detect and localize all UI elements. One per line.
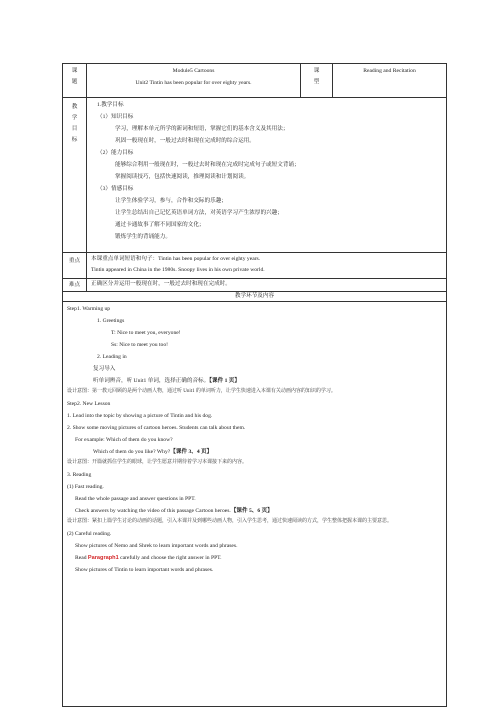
process-title: 教学环节及内容	[63, 292, 447, 302]
design-intent-note	[67, 518, 442, 526]
process-line-text: Ss: Nice to meet you too!	[111, 342, 169, 348]
process-line	[67, 363, 442, 375]
type-label-2: 型	[313, 79, 320, 85]
process-line	[67, 505, 442, 517]
process-line-text: Show pictures of Nemo and Shrek to learn important words and phrases.	[75, 543, 238, 549]
objective-line: （3）情感目标	[97, 186, 134, 192]
lesson-plan-table	[62, 63, 447, 707]
objectives-row	[63, 98, 447, 253]
process-line-text: 设计意图：紧扣上篇学生讨论的动画的话题，引入本课并及到哪些动画人物，引入学生思考，通过快速阅读的方式，学生整体把握本课的主要意思。	[67, 519, 393, 524]
process-line-text: (1) Fast reading.	[67, 484, 104, 490]
process-line-text: 设计意图：第一教元回顾的是两个动画人物，通过听 Unit1 的单词听力，让学生快速进入本课有关动画内容的知识的学习。	[67, 389, 336, 394]
difficulties-text: 正确区分并运用一般现在时，一般过去时和现在完成时。	[91, 281, 231, 287]
objectives-label-1: 教	[71, 104, 78, 110]
courseware-page-tag: 【课件 1 页】	[209, 378, 240, 384]
process-line-text: 1. Greetings	[97, 318, 125, 324]
key-points-label: 重点	[63, 253, 87, 279]
process-line-text: Show pictures of Tintin to learn important words and phrases.	[75, 567, 214, 573]
process-line-text: Read	[75, 555, 87, 561]
process-line	[67, 481, 442, 493]
key-point-line: Tintin appeared in China in the 1980s. Snoopy lives in his own private world.	[91, 267, 265, 273]
highlighted-paragraph-label: Paragraph1	[87, 555, 119, 561]
process-line	[67, 410, 442, 422]
objective-line: 让学生总结出自己记忆英语单词方法，对英语学习产生浓厚的兴趣；	[115, 210, 283, 216]
process-row	[63, 302, 447, 707]
process-line	[67, 339, 442, 351]
process-title-row	[63, 292, 447, 302]
objective-line: 掌握阅读技巧，包括快速阅读，推理阅读和计划阅读。	[115, 174, 250, 180]
objectives-label-2: 学	[71, 115, 78, 121]
objective-line: 让学生体验学习，参与，合作和交际的乐趣；	[115, 198, 227, 204]
process-line	[67, 398, 442, 410]
key-point-line: 本课重点单词短语和句子：Tintin has been popular for over eighty years.	[91, 256, 261, 262]
process-line-text-after: carefully and choose the right answer in PPT.	[118, 555, 222, 561]
process-line-text: 1. Lead into the topic by showing a picture of Tintin and his dog.	[67, 413, 213, 419]
objective-line: 能够综合利用一般现在时，一般过去时和现在完成时完成句子或短文背诵；	[115, 162, 300, 168]
process-line	[67, 552, 442, 564]
objectives-content	[87, 98, 447, 253]
process-line-text: 听单词辨音，听 Unit1 单词，选择正确的音标。	[93, 378, 210, 384]
process-line-text: Step1. Warming up	[67, 306, 111, 312]
type-cell	[333, 64, 447, 98]
process-line-text: 复习导入	[93, 366, 116, 372]
type-label-cell	[301, 64, 333, 98]
design-intent-note	[67, 388, 442, 396]
objective-line: （2）能力目标	[97, 150, 134, 156]
objective-line: 巩固一般现在时，一般过去时和现在完成时的综合运用。	[115, 138, 255, 144]
topic-cell	[87, 64, 301, 98]
process-line-text: Which of them do you like? Why?	[93, 449, 171, 455]
lesson-plan-page	[62, 63, 446, 707]
process-line-text: Read the whole passage and answer questions in PPT.	[75, 496, 196, 502]
process-line-text: T: Nice to meet you, everyone!	[111, 330, 181, 336]
type-label-1: 课	[313, 68, 320, 74]
process-line	[67, 564, 442, 576]
design-intent-note	[67, 459, 442, 467]
objective-line: 通过卡通故事了解不同国家的文化；	[115, 222, 205, 228]
objectives-label-cell	[63, 98, 87, 253]
process-line	[67, 446, 442, 458]
objectives-label-4: 标	[71, 137, 78, 143]
process-line-text: 2. Leading in	[97, 354, 127, 360]
courseware-page-tag: 【课件 3、4 页】	[170, 449, 213, 455]
key-points-content	[87, 253, 447, 279]
process-line	[67, 493, 442, 505]
topic-label-cell	[63, 64, 87, 98]
process-line-text: For example: Which of them do you know?	[75, 437, 173, 443]
process-line	[67, 540, 442, 552]
process-line-text: 2. Show some moving pictures of cartoon heroes. Students can talk about them.	[67, 425, 246, 431]
topic-module: Module5 Cartoons	[172, 68, 215, 74]
type-value: Reading and Recitation	[363, 68, 416, 74]
process-line-text: Check answers by watching the video of this passage Cartoon heroes.	[75, 508, 231, 514]
process-line-text: 设计意图：开篇就抓住学生的眼球，让学生愿意并期待着学习本课接下来的内容。	[67, 460, 248, 465]
difficulties-label: 难点	[63, 279, 87, 292]
difficulties-content	[87, 279, 447, 292]
process-line-text: Step2. New Lesson	[67, 401, 111, 407]
objective-line: 锻炼学生的背诵能力。	[115, 234, 171, 240]
process-line-text: 3. Reading	[67, 472, 92, 478]
topic-label-2: 题	[71, 79, 78, 85]
process-line	[67, 303, 442, 315]
objectives-label-3: 目	[71, 126, 78, 132]
objective-line: 学习，理解本单元所学的新词和短语，掌握它们的基本含义及其用法；	[115, 126, 289, 132]
courseware-page-tag: 【课件 5、6 页】	[230, 508, 273, 514]
process-line	[67, 469, 442, 481]
topic-label-1: 课	[71, 68, 78, 74]
process-line	[67, 422, 442, 434]
key-points-row	[63, 253, 447, 279]
process-line	[67, 351, 442, 363]
objective-line: 1.教学目标	[97, 102, 124, 108]
objective-line: （1）知识目标	[97, 114, 134, 120]
process-line	[67, 315, 442, 327]
process-line	[67, 375, 442, 387]
process-line	[67, 434, 442, 446]
process-content	[63, 302, 447, 707]
difficulties-row	[63, 279, 447, 292]
topic-row	[63, 64, 447, 98]
process-line	[67, 327, 442, 339]
process-line-text: (2) Careful reading.	[67, 531, 112, 537]
process-line	[67, 528, 442, 540]
topic-unit: Unit2 Tintin has been popular for over eighty years.	[135, 80, 252, 86]
